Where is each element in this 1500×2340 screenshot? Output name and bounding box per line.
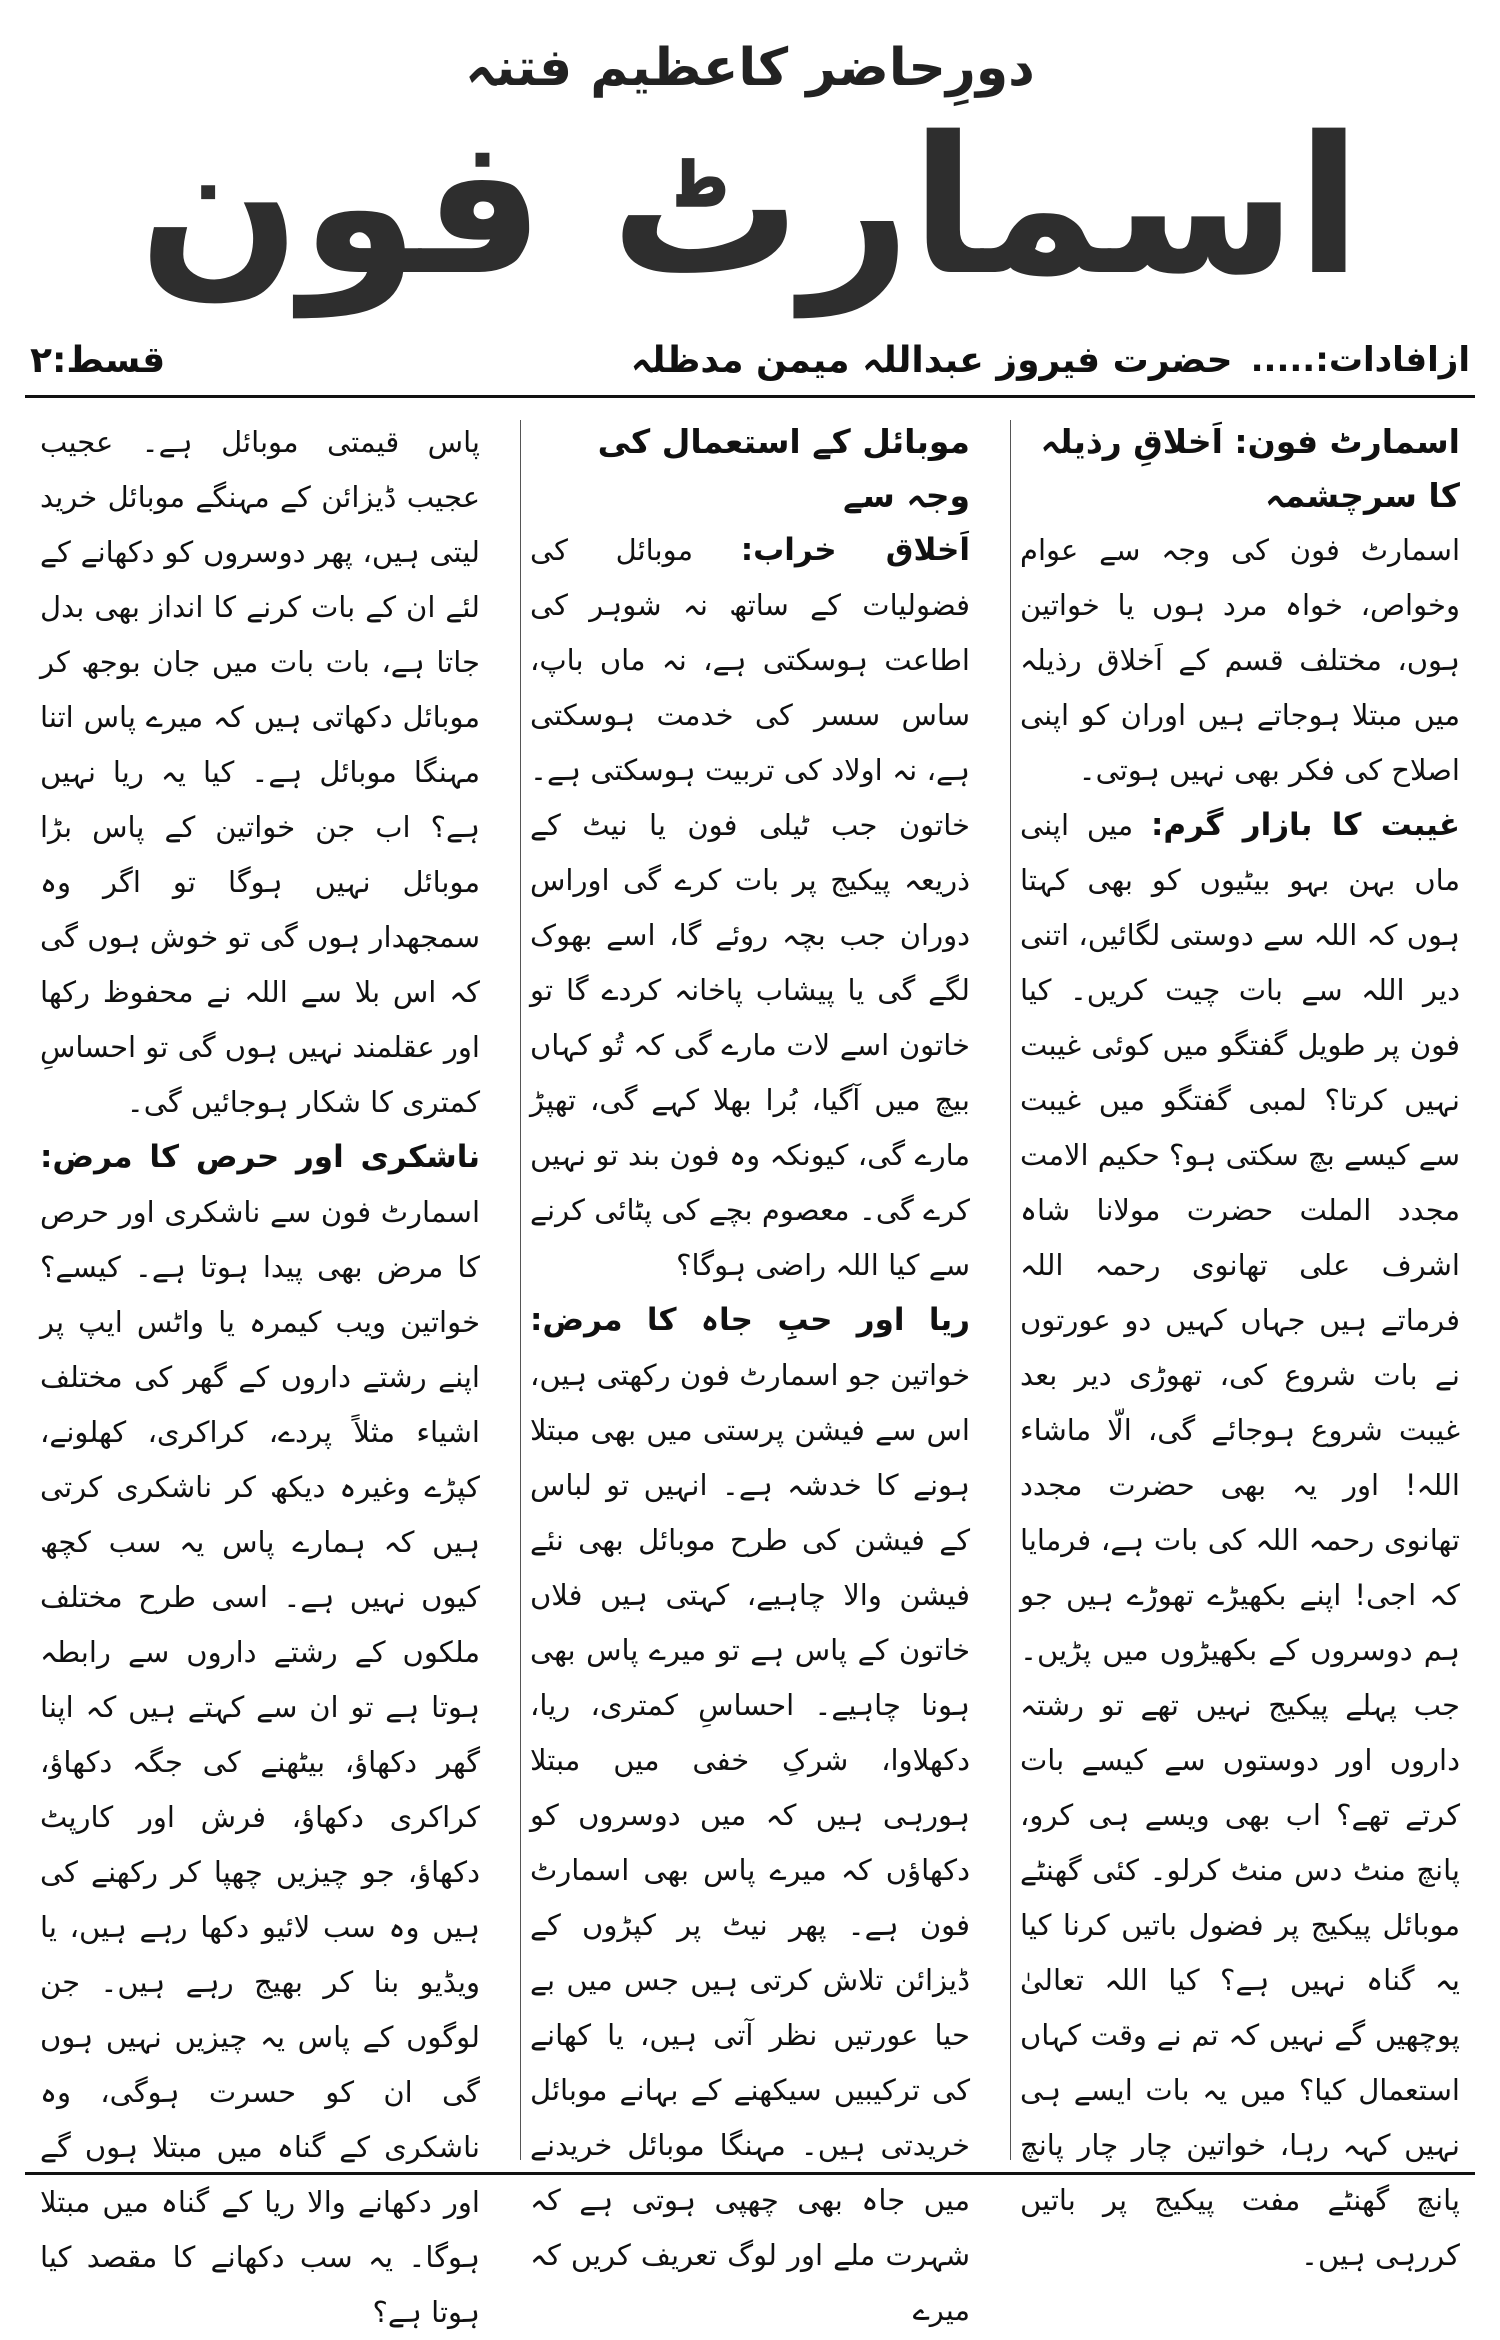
- author-name: حضرت فیروز عبداللہ میمن مدظلہ: [630, 339, 1233, 381]
- author-block: [631, 340, 1470, 381]
- section-heading: موبائل کے استعمال کی وجہ سے: [597, 422, 970, 515]
- paragraph-text: موبائل کی فضولیات کے ساتھ نہ شوہر کی اطاعت ہوسکتی ہے، نہ ماں باپ، ساس سسر کی خدمت ہوسکتی ہے، نہ اولاد کی تربیت ہوسکتی ہے۔ خاتون جب ٹیلی فون یا نیٹ کے ذریعہ پیکیج پر بات کرے گی اوراس دوران جب بچہ روئے گا، اسے بھوک لگے گی یا پیشاب پاخانہ کردے گا تو خاتون اسے لات مارے گی کہ تُو کہاں بیچ میں آگیا، بُرا بھلا کہے گی، تھپڑ مارے گی، کیونکہ وہ فون بند تو نہیں کرے گی۔ معصوم بچے کی پٹائی کرنے سے کیا اللہ راضی ہوگا؟: [530, 533, 970, 1282]
- paragraph-text: اسمارٹ فون سے ناشکری اور حرص کا مرض بھی پیدا ہوتا ہے۔ کیسے؟ خواتین ویب کیمرہ یا واٹس ایپ پر اپنے رشتے داروں کے گھر کی مختلف اشیاء مثلاً پردے، کراکری، کھلونے، کپڑے وغیرہ دیکھ کر ناشکری کرتی ہیں کہ ہمارے پاس یہ سب کچھ کیوں نہیں ہے۔ اسی طرح مختلف ملکوں کے رشتے داروں سے رابطہ ہوتا ہے تو ان سے کہتے ہیں کہ اپنا گھر دکھاؤ، بیٹھنے کی جگہ دکھاؤ، کراکری دکھاؤ، فرش اور کارپٹ دکھاؤ، جو چیزیں چھپا کر رکھنے کی ہیں وہ سب لائیو دکھا رہے ہیں، یا ویڈیو بنا کر بھیج رہے ہیں۔ جن لوگوں کے پاس یہ چیزیں نہیں ہوں گی ان کو حسرت ہوگی، وہ ناشکری کے گناہ میں مبتلا ہوں گے اور دکھانے والا ریا کے گناہ میں مبتلا ہوگا۔ یہ سب دکھانے کا مقصد کیا ہوتا ہے؟: [40, 1195, 480, 2329]
- paragraph-text: خواتین جو اسمارٹ فون رکھتی ہیں، اس سے فیشن پرستی میں بھی مبتلا ہونے کا خدشہ ہے۔ انہیں تو لباس کے فیشن کی طرح موبائل بھی نئے فیشن والا چاہیے، کہتی ہیں فلاں خاتون کے پاس ہے تو میرے پاس بھی ہونا چاہیے۔ احساسِ کمتری، ریا، دکھلاوا، شرکِ خفی میں مبتلا ہورہی ہیں کہ میں دوسروں کو دکھاؤں کہ میرے پاس بھی اسمارٹ فون ہے۔ پھر نیٹ پر کپڑوں کے ڈیزائن تلاش کرتی ہیں جس میں بے حیا عورتیں نظر آتی ہیں، یا کھانے کی ترکیبیں سیکھنے کے بہانے موبائل خریدتی ہیں۔ مہنگا موبائل خریدنے میں جاہ بھی چھپی ہوتی ہے کہ شہرت ملے اور لوگ تعریف کریں کہ میرے: [530, 1358, 970, 2327]
- header-divider: [25, 395, 1475, 398]
- paragraph-lead: ریا اور حبِ جاہ کا مرض:: [530, 1302, 970, 1338]
- paragraph: اسمارٹ فون کی وجہ سے عوام وخواص، خواہ مرد ہوں یا خواتین ہوں، مختلف قسم کے اَخلاق رذیلہ میں مبتلا ہوجاتے ہیں اوران کو اپنی اصلاح کی فکر بھی نہیں ہوتی۔: [1020, 533, 1460, 787]
- paragraph-lead: غیبت کا بازار گرم:: [1150, 807, 1461, 843]
- article-kicker: دورِحاضر کاعظیم فتنہ: [465, 38, 1035, 98]
- paragraph: [530, 523, 970, 1293]
- column-left: [30, 415, 490, 2329]
- article-title: اسمارٹ فون: [138, 96, 1362, 318]
- paragraph: پاس قیمتی موبائل ہے۔ عجیب عجیب ڈیزائن کے مہنگے موبائل خرید لیتی ہیں، پھر دوسروں کو دکھانے کے لئے ان کے بات کرنے کا انداز بھی بدل جاتا ہے، بات بات میں جان بوجھ کر موبائل دکھاتی ہیں کہ میرے پاس اتنا مہنگا موبائل ہے۔ کیا یہ ریا نہیں ہے؟ اب جن خواتین کے پاس بڑا موبائل نہیں ہوگا تو اگر وہ سمجھدار ہوں گی تو خوش ہوں گی کہ اس بلا سے اللہ نے محفوظ رکھا اور عقلمند نہیں ہوں گی تو احساسِ کمتری کا شکار ہوجائیں گی۔: [40, 425, 480, 1119]
- episode-number: قسط:۲: [30, 339, 166, 381]
- paragraph: [40, 1130, 480, 2340]
- footer-divider: [25, 2172, 1475, 2175]
- author-label: ازافادات:.....: [1250, 340, 1470, 380]
- article-header: [0, 38, 1500, 318]
- paragraph: [530, 1293, 970, 2338]
- article-columns: [30, 415, 1470, 2329]
- byline-bar: [30, 330, 1470, 390]
- column-middle: [520, 415, 980, 2327]
- column-right: [1010, 415, 1470, 2272]
- paragraph-text: میں اپنی ماں بہن بہو بیٹیوں کو بھی کہتا ہوں کہ اللہ سے دوستی لگائیں، اتنی دیر اللہ سے بات چیت کریں۔ کیا فون پر طویل گفتگو میں کوئی غیبت نہیں کرتا؟ لمبی گفتگو میں غیبت سے کیسے بچ سکتی ہو؟ حکیم الامت مجدد الملت حضرت مولانا شاہ اشرف علی تھانوی رحمہ اللہ فرماتے ہیں جہاں کہیں دو عورتوں نے بات شروع کی، تھوڑی دیر بعد غیبت شروع ہوجائے گی، الّا ماشاء اللہ! اور یہ بھی حضرت مجدد تھانوی رحمہ اللہ کی بات ہے، فرمایا کہ اجی! اپنے بکھیڑے تھوڑے ہیں جو ہم دوسروں کے بکھیڑوں میں پڑیں۔ جب پہلے پیکیج نہیں تھے تو رشتہ داروں اور دوستوں سے کیسے بات کرتے تھے؟ اب بھی ویسے ہی کرو، پانچ منٹ دس منٹ کرلو۔ کئی گھنٹے موبائل پیکیج پر فضول باتیں کرنا کیا یہ گناہ نہیں ہے؟ کیا اللہ تعالیٰ پوچھیں گے نہیں کہ تم نے وقت کہاں استعمال کیا؟ میں یہ بات ایسے ہی نہیں کہہ رہا، خواتین چار چار پانچ پانچ گھنٹے مفت پیکیج پر باتیں کررہی ہیں۔: [1019, 808, 1460, 2272]
- paragraph-lead: ناشکری اور حرص کا مرض:: [40, 1139, 480, 1175]
- section-heading: اسمارٹ فون: اَخلاقِ رذیلہ کا سرچشمہ: [1040, 422, 1460, 515]
- paragraph-lead: اَخلاق خراب:: [740, 532, 970, 568]
- paragraph: [1020, 798, 1460, 2283]
